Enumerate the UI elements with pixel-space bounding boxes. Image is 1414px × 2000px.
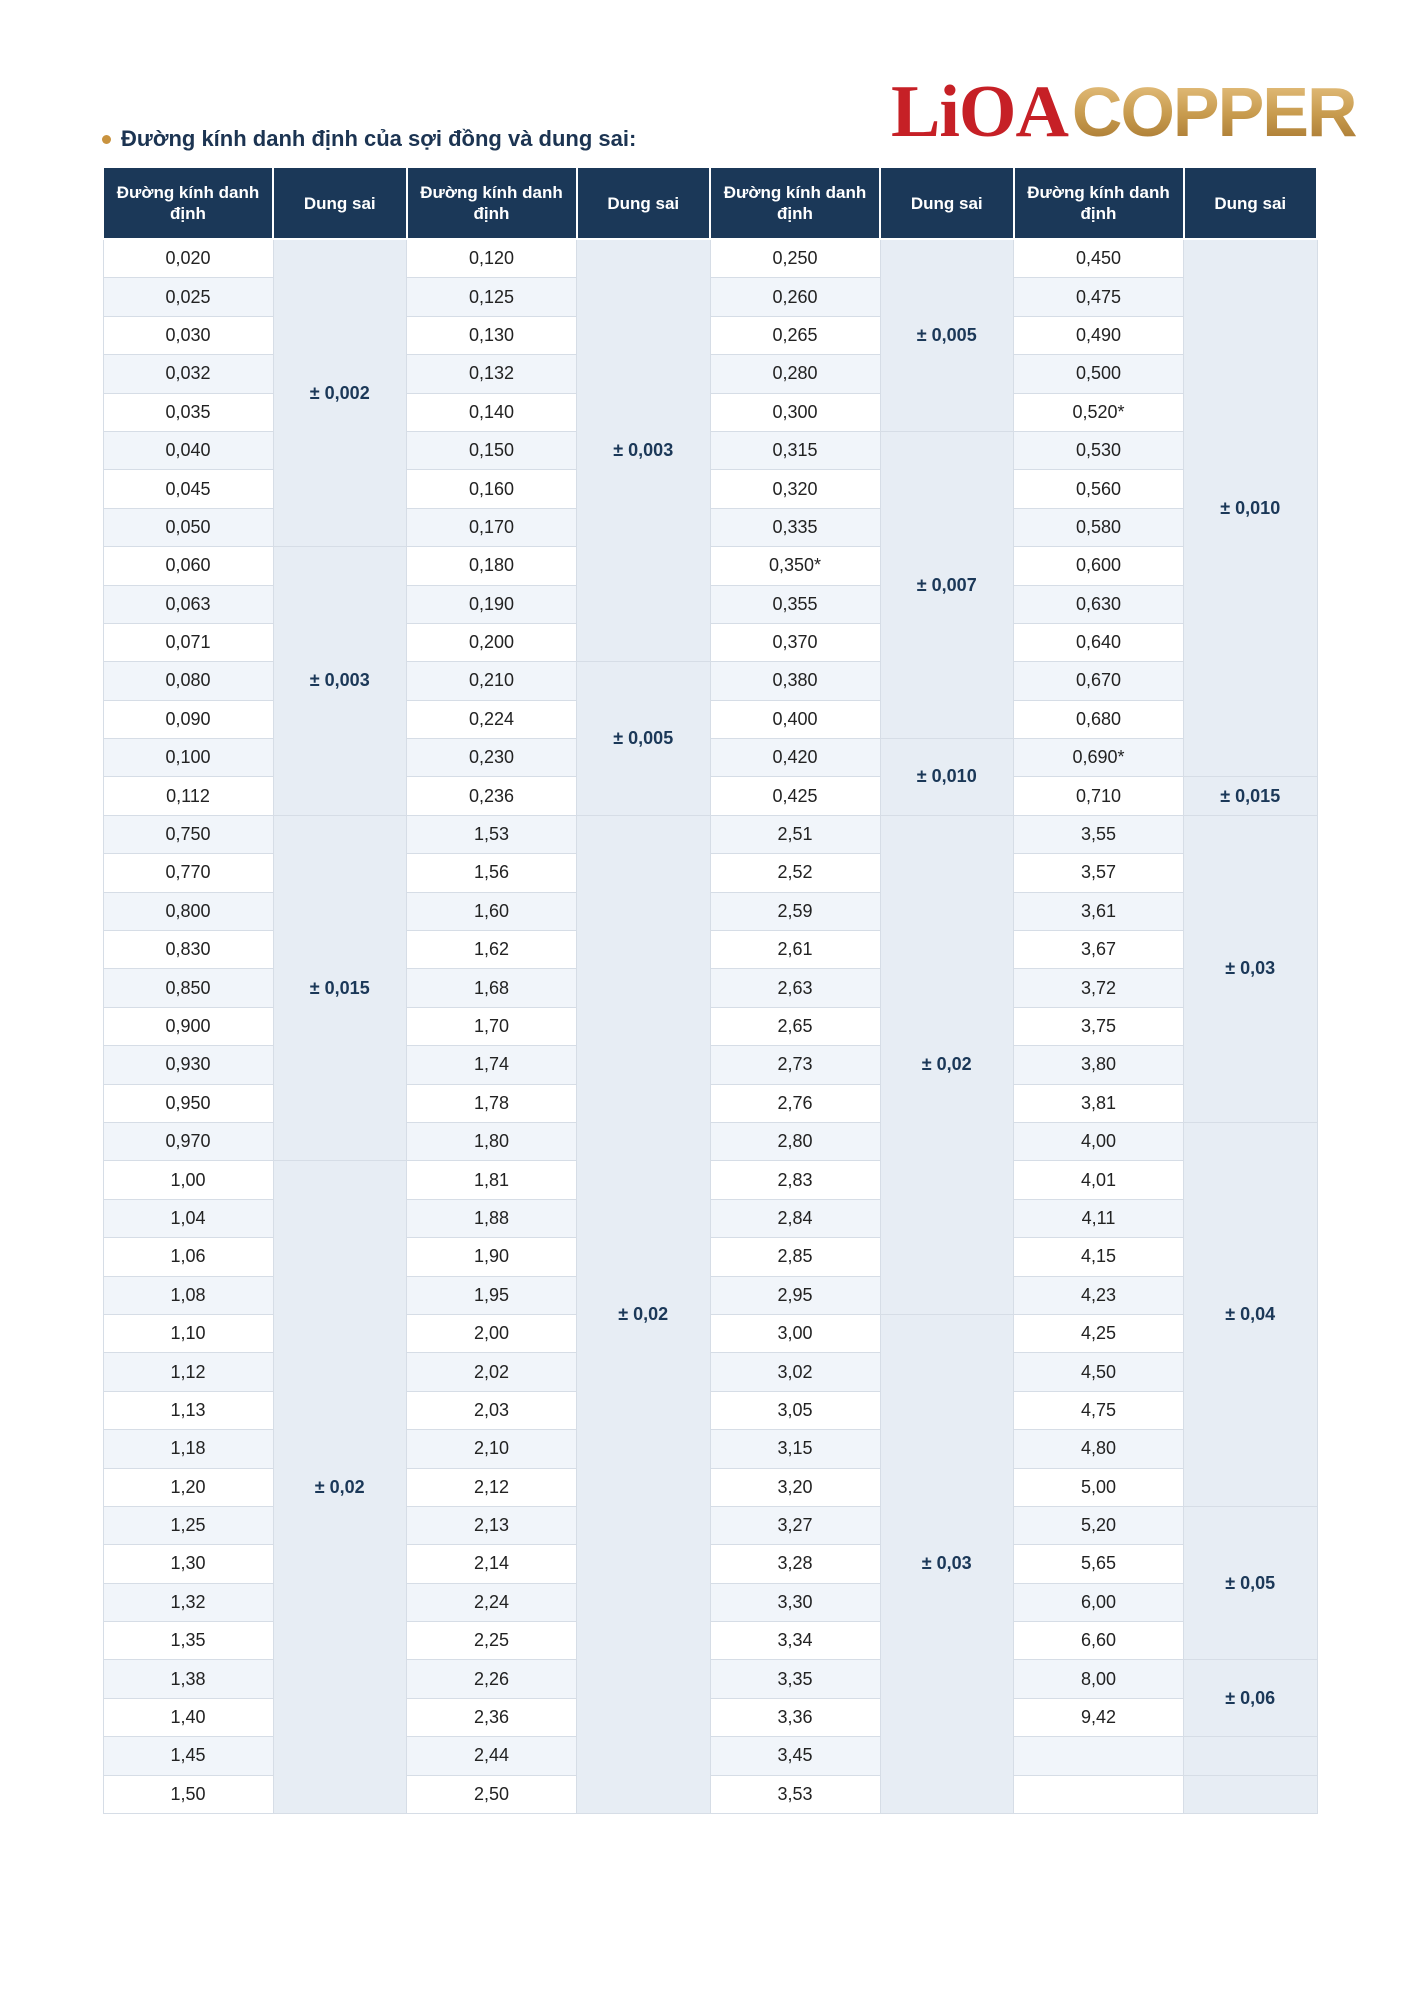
diameter-cell: 3,67: [1014, 931, 1184, 969]
diameter-cell: 2,76: [710, 1084, 880, 1122]
diameter-cell: 0,224: [407, 700, 577, 738]
header-row: [103, 167, 1317, 239]
diameter-cell: 0,130: [407, 316, 577, 354]
diameter-cell: 3,45: [710, 1737, 880, 1775]
tolerance-cell: ± 0,05: [1184, 1506, 1318, 1660]
tolerance-cell: ± 0,002: [273, 239, 407, 547]
diameter-cell: 0,710: [1014, 777, 1184, 815]
diameter-cell: 1,62: [407, 931, 577, 969]
diameter-cell: 3,05: [710, 1391, 880, 1429]
diameter-cell: 4,80: [1014, 1430, 1184, 1468]
diameter-cell: 5,20: [1014, 1506, 1184, 1544]
diameter-cell: 1,80: [407, 1122, 577, 1160]
tolerance-cell: ± 0,03: [1184, 815, 1318, 1122]
diameter-cell: 1,81: [407, 1161, 577, 1199]
diameter-cell: 0,315: [710, 431, 880, 469]
diameter-cell: 2,25: [407, 1622, 577, 1660]
diameter-cell: 0,770: [103, 854, 273, 892]
diameter-cell: 2,59: [710, 892, 880, 930]
diameter-cell: 2,24: [407, 1583, 577, 1621]
diameter-cell: 4,75: [1014, 1391, 1184, 1429]
diameter-cell: 0,830: [103, 931, 273, 969]
diameter-cell: 0,035: [103, 393, 273, 431]
diameter-cell: 0,032: [103, 355, 273, 393]
diameter-cell: 3,28: [710, 1545, 880, 1583]
diameter-cell: 0,170: [407, 508, 577, 546]
diameter-cell: 0,060: [103, 547, 273, 585]
table-row: [103, 547, 1317, 585]
diameter-cell: 3,55: [1014, 815, 1184, 853]
diameter-cell: 0,090: [103, 700, 273, 738]
diameter-cell: 0,190: [407, 585, 577, 623]
diameter-cell: 1,95: [407, 1276, 577, 1314]
diameter-cell: 3,61: [1014, 892, 1184, 930]
diameter-cell: 4,23: [1014, 1276, 1184, 1314]
diameter-cell: 0,230: [407, 739, 577, 777]
header-diameter: Đường kính danh định: [407, 167, 577, 239]
diameter-cell: 2,44: [407, 1737, 577, 1775]
diameter-cell: 0,040: [103, 431, 273, 469]
table-row: [103, 815, 1317, 853]
brand-logo: [891, 71, 1356, 153]
diameter-cell: 1,32: [103, 1583, 273, 1621]
diameter-cell: 1,70: [407, 1007, 577, 1045]
diameter-cell: 4,15: [1014, 1238, 1184, 1276]
diameter-cell: 0,280: [710, 355, 880, 393]
diameter-cell: 1,12: [103, 1353, 273, 1391]
tolerance-cell: ± 0,03: [880, 1314, 1014, 1813]
diameter-cell: 9,42: [1014, 1698, 1184, 1736]
diameter-cell: 0,425: [710, 777, 880, 815]
diameter-cell: 0,210: [407, 662, 577, 700]
diameter-cell: 5,00: [1014, 1468, 1184, 1506]
diameter-cell: 0,500: [1014, 355, 1184, 393]
diameter-cell: 3,02: [710, 1353, 880, 1391]
diameter-cell: 0,050: [103, 508, 273, 546]
diameter-cell: 1,68: [407, 969, 577, 1007]
tolerance-cell: ± 0,04: [1184, 1122, 1318, 1506]
tolerance-cell: ± 0,003: [273, 547, 407, 816]
tolerance-cell: [1184, 1737, 1318, 1775]
diameter-cell: 2,50: [407, 1775, 577, 1813]
diameter-cell: 2,63: [710, 969, 880, 1007]
diameter-cell: 0,045: [103, 470, 273, 508]
diameter-cell: 0,300: [710, 393, 880, 431]
diameter-cell: 2,36: [407, 1698, 577, 1736]
logo-copper-text: COPPER: [1071, 73, 1356, 151]
diameter-cell: 1,88: [407, 1199, 577, 1237]
diameter-cell: [1014, 1737, 1184, 1775]
diameter-cell: 3,81: [1014, 1084, 1184, 1122]
diameter-cell: 1,53: [407, 815, 577, 853]
diameter-cell: 0,025: [103, 278, 273, 316]
diameter-cell: 2,26: [407, 1660, 577, 1698]
header-diameter: Đường kính danh định: [1014, 167, 1184, 239]
diameter-cell: 2,65: [710, 1007, 880, 1045]
diameter-cell: 2,02: [407, 1353, 577, 1391]
diameter-cell: 0,350*: [710, 547, 880, 585]
diameter-cell: 2,61: [710, 931, 880, 969]
diameter-cell: 0,750: [103, 815, 273, 853]
tolerance-cell: ± 0,02: [273, 1161, 407, 1814]
tolerance-cell: ± 0,010: [880, 739, 1014, 816]
diameter-cell: 0,930: [103, 1046, 273, 1084]
diameter-cell: 3,72: [1014, 969, 1184, 1007]
diameter-cell: 3,75: [1014, 1007, 1184, 1045]
diameter-cell: 0,125: [407, 278, 577, 316]
diameter-cell: 1,04: [103, 1199, 273, 1237]
tolerance-cell: ± 0,003: [577, 239, 711, 662]
table-row: [103, 1161, 1317, 1199]
diameter-cell: 4,00: [1014, 1122, 1184, 1160]
diameter-cell: 3,15: [710, 1430, 880, 1468]
diameter-cell: 0,030: [103, 316, 273, 354]
diameter-cell: 0,265: [710, 316, 880, 354]
diameter-cell: 3,35: [710, 1660, 880, 1698]
diameter-cell: 0,400: [710, 700, 880, 738]
diameter-cell: 0,970: [103, 1122, 273, 1160]
diameter-cell: 1,50: [103, 1775, 273, 1813]
diameter-cell: 0,670: [1014, 662, 1184, 700]
diameter-cell: [1014, 1775, 1184, 1813]
diameter-cell: 1,74: [407, 1046, 577, 1084]
diameter-cell: 2,13: [407, 1506, 577, 1544]
diameter-cell: 0,800: [103, 892, 273, 930]
header-tolerance: Dung sai: [880, 167, 1014, 239]
diameter-cell: 0,320: [710, 470, 880, 508]
diameter-cell: 0,236: [407, 777, 577, 815]
diameter-cell: 2,95: [710, 1276, 880, 1314]
diameter-cell: 1,45: [103, 1737, 273, 1775]
section-heading: [102, 124, 636, 154]
diameter-cell: 0,370: [710, 623, 880, 661]
diameter-cell: 1,30: [103, 1545, 273, 1583]
diameter-cell: 0,250: [710, 239, 880, 278]
diameter-cell: 0,630: [1014, 585, 1184, 623]
tolerance-cell: ± 0,005: [577, 662, 711, 816]
diameter-cell: 1,25: [103, 1506, 273, 1544]
diameter-cell: 0,640: [1014, 623, 1184, 661]
diameter-cell: 1,40: [103, 1698, 273, 1736]
diameter-cell: 1,10: [103, 1314, 273, 1352]
diameter-tolerance-table: [102, 166, 1318, 1814]
diameter-cell: 0,180: [407, 547, 577, 585]
diameter-cell: 0,100: [103, 739, 273, 777]
diameter-cell: 0,380: [710, 662, 880, 700]
diameter-cell: 0,475: [1014, 278, 1184, 316]
diameter-cell: 3,20: [710, 1468, 880, 1506]
diameter-cell: 0,063: [103, 585, 273, 623]
table-header: [103, 167, 1317, 239]
tolerance-cell: ± 0,02: [577, 815, 711, 1813]
diameter-cell: 0,200: [407, 623, 577, 661]
diameter-cell: 0,680: [1014, 700, 1184, 738]
diameter-cell: 1,20: [103, 1468, 273, 1506]
diameter-cell: 1,00: [103, 1161, 273, 1199]
diameter-cell: 0,490: [1014, 316, 1184, 354]
diameter-cell: 2,83: [710, 1161, 880, 1199]
header-tolerance: Dung sai: [273, 167, 407, 239]
diameter-cell: 0,580: [1014, 508, 1184, 546]
diameter-cell: 2,14: [407, 1545, 577, 1583]
diameter-cell: 2,10: [407, 1430, 577, 1468]
diameter-cell: 0,112: [103, 777, 273, 815]
diameter-cell: 1,13: [103, 1391, 273, 1429]
tolerance-cell: [1184, 1775, 1318, 1813]
table-body: [103, 239, 1317, 1814]
tolerance-cell: ± 0,005: [880, 239, 1014, 431]
header-tolerance: Dung sai: [577, 167, 711, 239]
diameter-cell: 0,900: [103, 1007, 273, 1045]
diameter-cell: 3,34: [710, 1622, 880, 1660]
diameter-cell: 6,00: [1014, 1583, 1184, 1621]
tolerance-cell: ± 0,007: [880, 431, 1014, 738]
header-diameter: Đường kính danh định: [103, 167, 273, 239]
diameter-cell: 3,53: [710, 1775, 880, 1813]
diameter-cell: 1,56: [407, 854, 577, 892]
diameter-cell: 0,335: [710, 508, 880, 546]
tolerance-cell: ± 0,015: [1184, 777, 1318, 815]
diameter-cell: 3,27: [710, 1506, 880, 1544]
diameter-cell: 1,35: [103, 1622, 273, 1660]
diameter-cell: 0,140: [407, 393, 577, 431]
diameter-cell: 0,690*: [1014, 739, 1184, 777]
diameter-cell: 0,120: [407, 239, 577, 278]
diameter-cell: 0,260: [710, 278, 880, 316]
bullet-icon: [102, 135, 111, 144]
diameter-cell: 0,020: [103, 239, 273, 278]
diameter-cell: 0,080: [103, 662, 273, 700]
diameter-cell: 2,52: [710, 854, 880, 892]
header-tolerance: Dung sai: [1184, 167, 1318, 239]
diameter-cell: 0,520*: [1014, 393, 1184, 431]
diameter-cell: 0,150: [407, 431, 577, 469]
tolerance-cell: ± 0,010: [1184, 239, 1318, 777]
diameter-cell: 1,08: [103, 1276, 273, 1314]
diameter-cell: 3,36: [710, 1698, 880, 1736]
diameter-cell: 2,73: [710, 1046, 880, 1084]
diameter-cell: 0,420: [710, 739, 880, 777]
section-heading-text: Đường kính danh định của sợi đồng và dung sai:: [121, 126, 637, 151]
diameter-cell: 3,00: [710, 1314, 880, 1352]
tolerance-cell: ± 0,06: [1184, 1660, 1318, 1737]
diameter-cell: 1,18: [103, 1430, 273, 1468]
diameter-cell: 3,80: [1014, 1046, 1184, 1084]
diameter-cell: 4,01: [1014, 1161, 1184, 1199]
table-row: [103, 239, 1317, 278]
diameter-cell: 0,132: [407, 355, 577, 393]
diameter-cell: 3,30: [710, 1583, 880, 1621]
diameter-cell: 0,450: [1014, 239, 1184, 278]
tolerance-cell: ± 0,015: [273, 815, 407, 1161]
diameter-cell: 1,90: [407, 1238, 577, 1276]
tolerance-cell: ± 0,02: [880, 815, 1014, 1314]
diameter-cell: 1,60: [407, 892, 577, 930]
diameter-cell: 2,12: [407, 1468, 577, 1506]
diameter-cell: 4,25: [1014, 1314, 1184, 1352]
diameter-cell: 2,51: [710, 815, 880, 853]
diameter-cell: 3,57: [1014, 854, 1184, 892]
diameter-cell: 4,50: [1014, 1353, 1184, 1391]
diameter-cell: 0,560: [1014, 470, 1184, 508]
diameter-cell: 5,65: [1014, 1545, 1184, 1583]
diameter-cell: 8,00: [1014, 1660, 1184, 1698]
diameter-cell: 0,530: [1014, 431, 1184, 469]
diameter-cell: 0,950: [103, 1084, 273, 1122]
diameter-cell: 2,80: [710, 1122, 880, 1160]
diameter-cell: 2,84: [710, 1199, 880, 1237]
diameter-cell: 1,06: [103, 1238, 273, 1276]
diameter-cell: 2,85: [710, 1238, 880, 1276]
diameter-cell: 0,600: [1014, 547, 1184, 585]
diameter-cell: 0,355: [710, 585, 880, 623]
diameter-cell: 1,38: [103, 1660, 273, 1698]
diameter-cell: 4,11: [1014, 1199, 1184, 1237]
diameter-cell: 0,160: [407, 470, 577, 508]
diameter-cell: 2,00: [407, 1314, 577, 1352]
diameter-cell: 0,071: [103, 623, 273, 661]
logo-lioa-text: LiOA: [891, 71, 1068, 153]
diameter-cell: 0,850: [103, 969, 273, 1007]
diameter-cell: 6,60: [1014, 1622, 1184, 1660]
diameter-cell: 1,78: [407, 1084, 577, 1122]
diameter-cell: 2,03: [407, 1391, 577, 1429]
header-diameter: Đường kính danh định: [710, 167, 880, 239]
